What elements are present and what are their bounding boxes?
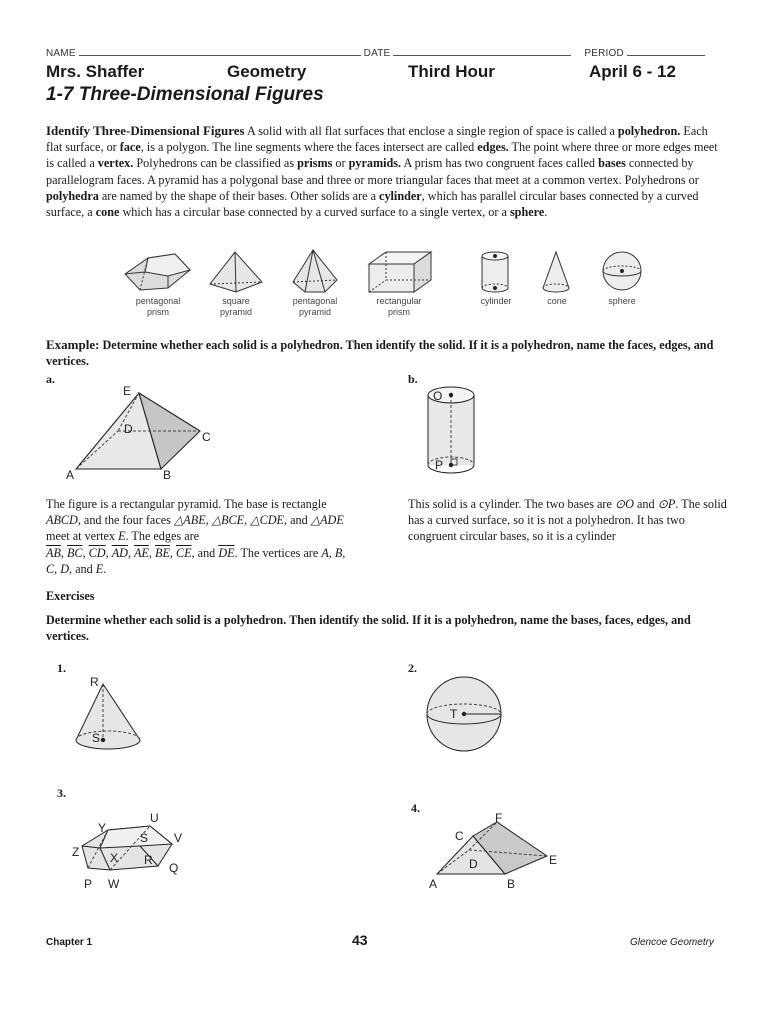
teacher-name: Mrs. Shaffer [46,62,145,81]
solids-figures [0,248,770,298]
term-face: face [119,140,141,155]
point-label-f: F [495,811,503,825]
edge-ad: $\overline{AD}$ [111,545,128,560]
point-label-b4: B [507,877,516,891]
exercise-3-prism [70,808,195,893]
point-label-d4: D [469,857,478,871]
name-field-line [79,47,361,56]
point-label-a: A [66,468,75,482]
point-label-d: D [124,422,133,436]
intro-text: Each flat surface, or [46,124,708,155]
point-label-s: S [92,731,101,745]
period-label: PERIOD [584,48,624,59]
sphere-figure [603,252,641,290]
caption-rectangular-prism: rectangular prism [376,296,422,317]
pentagonal-pyramid-figure [293,250,337,292]
intro-heading: Identify Three-Dimensional Figures [46,123,245,138]
exercise-1-cone [70,674,150,754]
caption-cone: cone [547,296,567,306]
intro-text: A prism has two congruent faces called [401,156,599,171]
point-label-p3: P [84,877,93,891]
lesson-title: 1-7 Three-Dimensional Figures [46,84,324,105]
intro-text: are named by the shape of their bases. Other solids are a [98,188,380,203]
intro-text: A solid with all flat surfaces that enclose a single region of space is called a [244,124,618,138]
exercise-4-number: 4. [411,801,420,815]
point-label-t: T [450,707,458,721]
edge-ce: $\overline{CE}$ [176,545,192,560]
period-field-line [627,47,705,56]
term-bases: bases [598,156,626,171]
exercise-1-number: 1. [57,661,66,675]
term-sphere: sphere [509,205,545,220]
footer-page-number: 43 [352,932,368,948]
point-label-y: Y [98,821,107,835]
name-label: NAME [46,48,76,59]
point-label-w: W [108,877,120,891]
edge-cd: $\overline{CD}$ [88,545,106,560]
point-label-o: O [433,389,443,403]
example-a-answer: The figure is a rectangular pyramid. The base is rectangle ABCD, and the four faces △ABE, △BCE, △CDE, and △ADE meet at vertex E. The edges are $\overline{AB}$, $\overline{BC}$, $\overline{CD}$, $\overline{AD}$, $\overline{AE}$, $\overline{BE}$, $\overline{CE}$, and $\overline{DE}$. The vertices are A, B, C, D, and E. [46,497,346,576]
caption-square-pyramid: square pyramid [219,296,252,317]
cylinder-figure [482,252,508,292]
example-instruction [46,337,726,369]
point-label-a4: A [429,877,438,891]
intro-text: . [544,205,548,220]
exercise-3-number: 3. [57,786,66,800]
intro-paragraph [46,123,726,220]
date-label: DATE [363,48,391,59]
caption-cylinder: cylinder [480,296,512,306]
caption-pentagonal-pyramid: pentagonal pyramid [292,296,338,317]
point-label-q: Q [169,861,179,875]
edge-bc: $\overline{BC}$ [66,545,83,560]
square-pyramid-figure [210,252,262,292]
point-label-c4: C [455,829,464,843]
point-label-e4: E [549,853,558,867]
point-label-r: R [90,675,99,689]
footer-chapter: Chapter 1 [46,937,93,948]
term-polyhedron: polyhedron. [617,124,681,138]
example-lead: Example: [46,337,100,352]
intro-text: Polyhedrons can be classified as [133,156,298,171]
point-label-c: C [202,430,211,444]
date-range: April 6 - 12 [589,62,676,81]
intro-text: connected by parallelogram faces. A pyramid has a polygonal base and three or more triangular faces that meet at a common vertex. Polyhedrons or [46,156,699,187]
class-hour: Third Hour [408,62,495,81]
term-cone: cone [95,205,120,220]
point-label-e: E [123,384,132,398]
edge-de: $\overline{DE}$ [218,545,235,560]
term-edges: edges. [477,140,509,155]
point-label-x: X [110,851,119,865]
caption-pentagonal-prism: pentagonal prism [135,296,181,317]
point-label-s3: S [140,831,149,845]
intro-text: or [332,156,349,171]
header-line [46,47,705,59]
edge-be: $\overline{BE}$ [155,545,170,560]
rectangular-prism-figure [369,252,431,292]
date-field-line [393,47,571,56]
caption-sphere: sphere [608,296,636,306]
example-a-label: a. [46,372,55,386]
example-b-cylinder [420,383,490,478]
example-instruction-text: Determine whether each solid is a polyhedron. Then identify the solid. If it is a polyhedron, name the faces, edges, and vertices. [46,338,714,368]
point-label-b: B [163,468,172,482]
term-cylinder: cylinder [379,188,422,203]
example-b-answer: This solid is a cylinder. The two bases are ⊙O and ⊙P. The solid has a curved surface, so it is not a polyhedron. It has two congruent circular bases, so it is a cylinder [408,497,727,544]
subject-name: Geometry [227,62,307,81]
intro-text: The point where three or more edges meet is called a [46,140,718,171]
term-polyhedra: polyhedra [46,188,99,203]
term-prisms: prisms [297,156,333,171]
exercise-4-prism [425,810,565,895]
exercises-heading: Exercises [46,589,95,603]
edge-ae: $\overline{AE}$ [134,545,149,560]
exercise-2-sphere [424,674,504,754]
exercise-2-number: 2. [408,661,417,675]
footer-publisher: Glencoe Geometry [630,937,714,948]
example-b-label: b. [408,372,418,386]
pentagonal-prism-figure [125,254,190,290]
term-vertex: vertex. [97,156,134,171]
term-pyramids: pyramids. [348,156,402,171]
point-label-u: U [150,811,159,825]
point-label-v: V [174,831,183,845]
point-label-r3: R [144,853,153,867]
example-a-pyramid [60,383,230,483]
intro-text: , is a polygon. The line segments where the faces intersect are called [140,140,478,155]
intro-text: , which has parallel circular bases connected by a curved surface, a [46,188,699,220]
point-label-p: P [435,458,444,472]
intro-text: which has a circular base connected by a curved surface to a single vertex, or a [119,205,510,220]
cone-figure [543,252,569,292]
edge-ab: $\overline{AB}$ [46,545,61,560]
exercises-instruction: Determine whether each solid is a polyhedron. Then identify the solid. If it is a polyhedron, name the bases, faces, edges, and vertices. [46,613,691,643]
point-label-z: Z [72,845,80,859]
